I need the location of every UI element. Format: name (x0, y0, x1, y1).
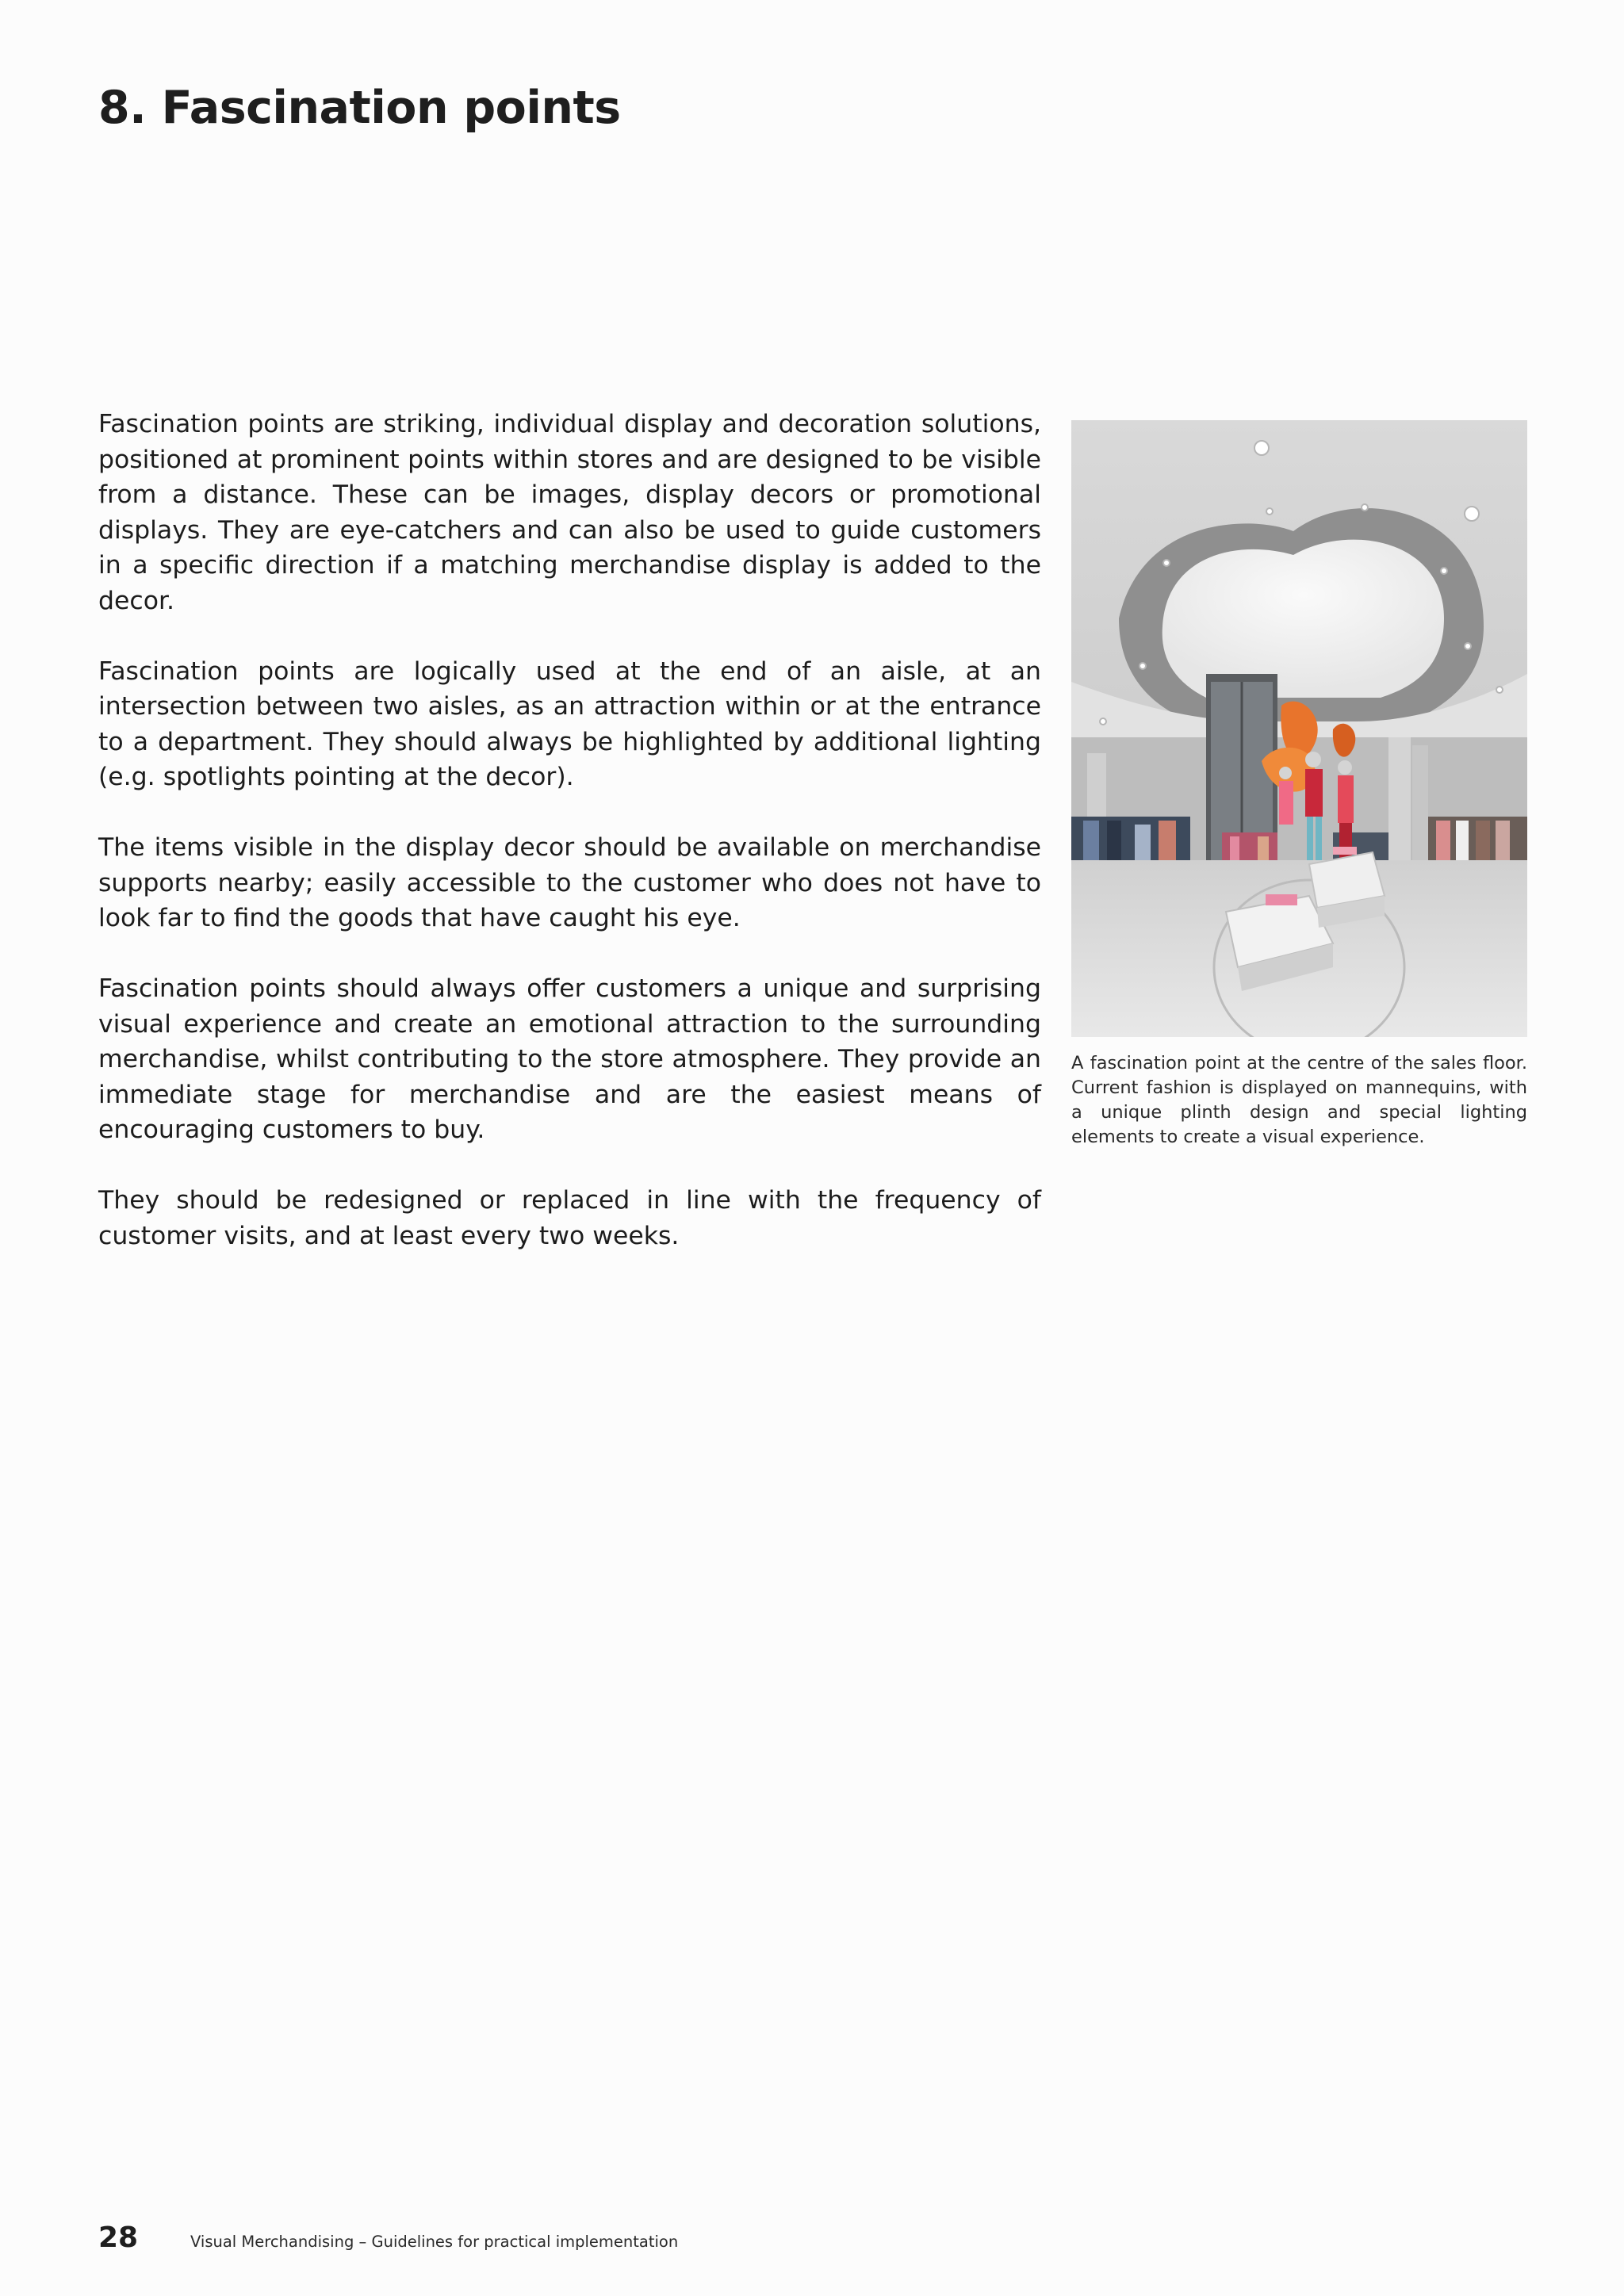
page-title: 8. Fascination points (98, 82, 621, 134)
paragraph: Fascination points are logically used at the end of an aisle, at an intersection between two aisles, as an attraction within or at the entrance to a department. They should always be highlighted by additional lighting (e.g. spotlights pointing at the decor). (98, 656, 1041, 791)
page-number: 28 (98, 2221, 139, 2254)
page-footer (98, 2221, 678, 2256)
paragraph: They should be redesigned or replaced in line with the frequency of customer visits, and at least every two weeks. (98, 1186, 1041, 1250)
figure-caption: A fascination point at the centre of the sales floor. Current fashion is displayed on mannequins, with a unique plinth design and special lighting elements to create a visual experience. (1071, 1053, 1527, 1147)
body-text (98, 407, 1041, 1253)
paragraph: The items visible in the display decor should be available on merchandise supports nearby; easily accessible to the customer who does not have to look far to find the goods that have caught his eye. (98, 833, 1041, 932)
footer-document-title: Visual Merchandising – Guidelines for practical implementation (190, 2233, 679, 2251)
paragraph: Fascination points are striking, individual display and decoration solutions, positioned at prominent points within stores and are designed to be visible from a distance. These can be images, display decors or promotional displays. They are eye-catchers and can also be used to guide customers in a specific direction if a matching merchandise display is added to the decor. (98, 410, 1041, 615)
paragraph: Fascination points should always offer customers a unique and surprising visual experience and create an emotional attraction to the surrounding merchandise, whilst contributing to the store atmosphere. They provide an immediate stage for merchandise and are the easiest means of encouraging customers to buy. (98, 974, 1041, 1144)
store-interior-photo (1071, 420, 1527, 1037)
